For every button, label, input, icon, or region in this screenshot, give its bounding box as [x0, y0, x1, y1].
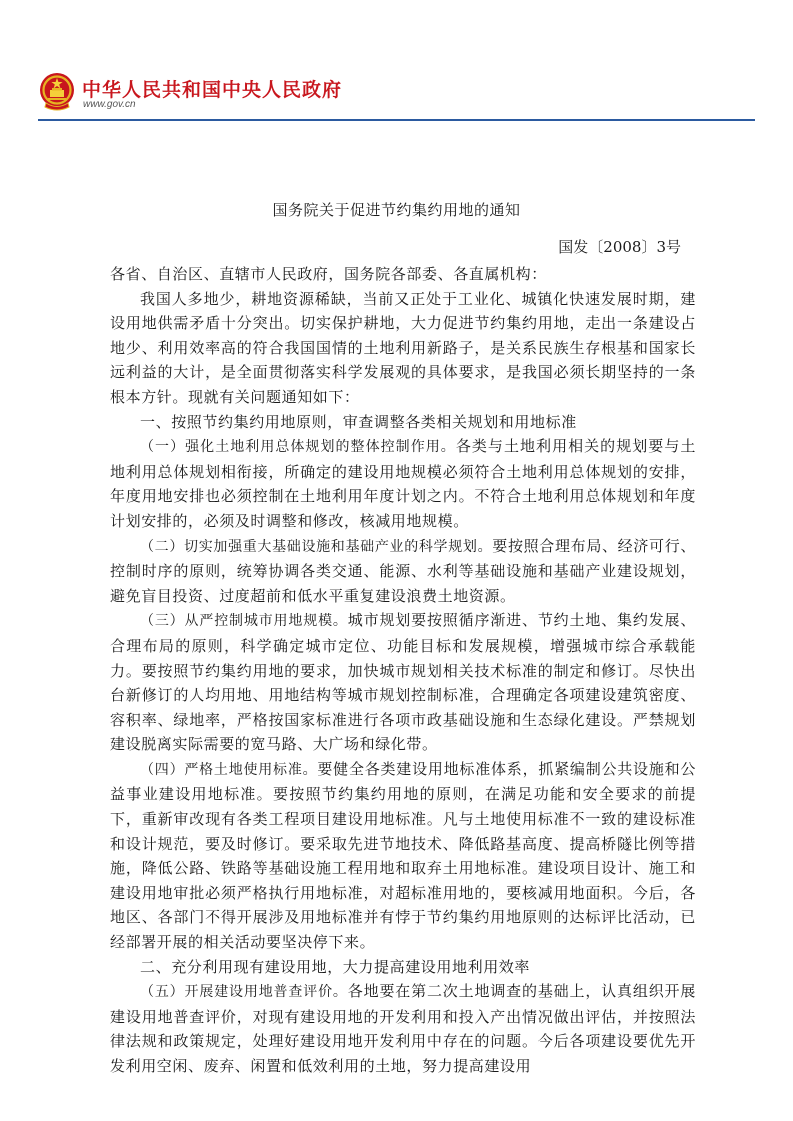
intro-paragraph: 我国人多地少，耕地资源稀缺，当前又正处于工业化、城镇化快速发展时期，建设用地供需矛盾十分突出。切实保护耕地，大力促进节约集约用地，走出一条建设占地少、利用效率高的符合我国国情的土地利用新路子，是关系民族生存根基和国家长远利益的大计，是全面贯彻落实科学发展观的具体要求，是我国必须长期坚持的一条根本方针。现就有关问题通知如下： — [110, 289, 696, 406]
section-heading-2: 二、充分利用现有建设用地，大力提高建设用地利用效率 — [140, 957, 531, 976]
paragraph-4-text: 要健全各类建设用地标准体系，抓紧编制公共设施和公益事业建设用地标准。要按照节约集约用地的原则，在满足功能和安全要求的前提下，重新审改现有各类工程项目建设用地标准。凡与土地使用标准不一致的建设标准和设计规范，要及时修订。要采取先进节地技术、降低路基高度、提高桥隧比例等措施，降低公路、铁路等基础设施工程用地和取弃土用地标准。建设项目设计、施工和建设用地审批必须严格执行用地标准，对超标准用地的，要核减用地面积。今后，各地区、各部门不得开展涉及用地标准并有悖于节约集约用地原则的达标评比活动，已经部署开展的相关活动要坚决停下来。 — [110, 759, 696, 952]
national-emblem-icon — [38, 72, 76, 112]
paragraph-5-text: 各地要在第二次土地调查的基础上，认真组织开展建设用地普查评价，对现有建设用地的开发利用和投入产出情况做出评估，并按照法律法规和政策规定，处理好建设用地开发利用中存在的问题。今后各项建设要优先开发利用空闲、废弃、闲置和低效利用的土地，努力提高建设用 — [110, 982, 697, 1075]
site-url[interactable]: www.gov.cn — [83, 99, 136, 110]
paragraph-3 — [110, 608, 696, 757]
subheading-4: （四）严格土地使用标准。 — [140, 761, 318, 778]
subheading-5: （五）开展建设用地普查评价。 — [140, 984, 348, 1001]
section-heading-1: 一、按照节约集约用地原则，审查调整各类相关规划和用地标准 — [140, 412, 577, 431]
paragraph-1 — [110, 434, 696, 533]
paragraph-3-text: 城市规划要按照循序渐进、节约土地、集约发展、合理布局的原则，科学确定城市定位、功能目标和发展规模，增强城市综合承载能力。要按照节约集约用地的要求，加快城市规划相关技术标准的制定和修订。尽快出台新修订的人均用地、用地结构等城市规划控制标准，合理确定各项建设建筑密度、容积率、绿地率，严格按国家标准进行各项市政基础设施和生态绿化建设。严禁规划建设脱离实际需要的宽马路、大广场和绿化带。 — [110, 611, 697, 754]
document-number: 国发〔2008〕3号 — [558, 238, 681, 256]
subheading-2: （二）切实加强重大基础设施和基础产业的科学规划。 — [140, 538, 493, 555]
subheading-1: （一）强化土地利用总体规划的整体控制作用。 — [140, 439, 456, 456]
salutation: 各省、自治区、直辖市人民政府，国务院各部委、各直属机构： — [110, 265, 547, 283]
paragraph-4 — [110, 757, 696, 955]
document-body — [110, 262, 696, 1079]
paragraph-1-text: 各类与土地利用相关的规划要与土地利用总体规划相衔接，所确定的建设用地规模必须符合土地利用总体规划的安排，年度用地安排也必须控制在土地利用年度计划之内。不符合土地利用总体规划和年度计划安排的，必须及时调整和修改，核减用地规模。 — [110, 437, 696, 530]
site-name[interactable]: 中华人民共和国中央人民政府 — [82, 79, 343, 101]
header-divider — [38, 119, 755, 121]
document-title: 国务院关于促进节约集约用地的通知 — [272, 201, 521, 219]
paragraph-2 — [110, 534, 696, 609]
paragraph-5 — [110, 979, 696, 1078]
subheading-3: （三）从严控制城市用地规模。 — [140, 613, 348, 630]
paragraph-2-text: 要按照合理布局、经济可行、控制时序的原则，统筹协调各类交通、能源、水利等基础设施和基础产业建设规划，避免盲目投资、过度超前和低水平重复建设浪费土地资源。 — [110, 536, 696, 605]
site-header — [38, 72, 758, 124]
